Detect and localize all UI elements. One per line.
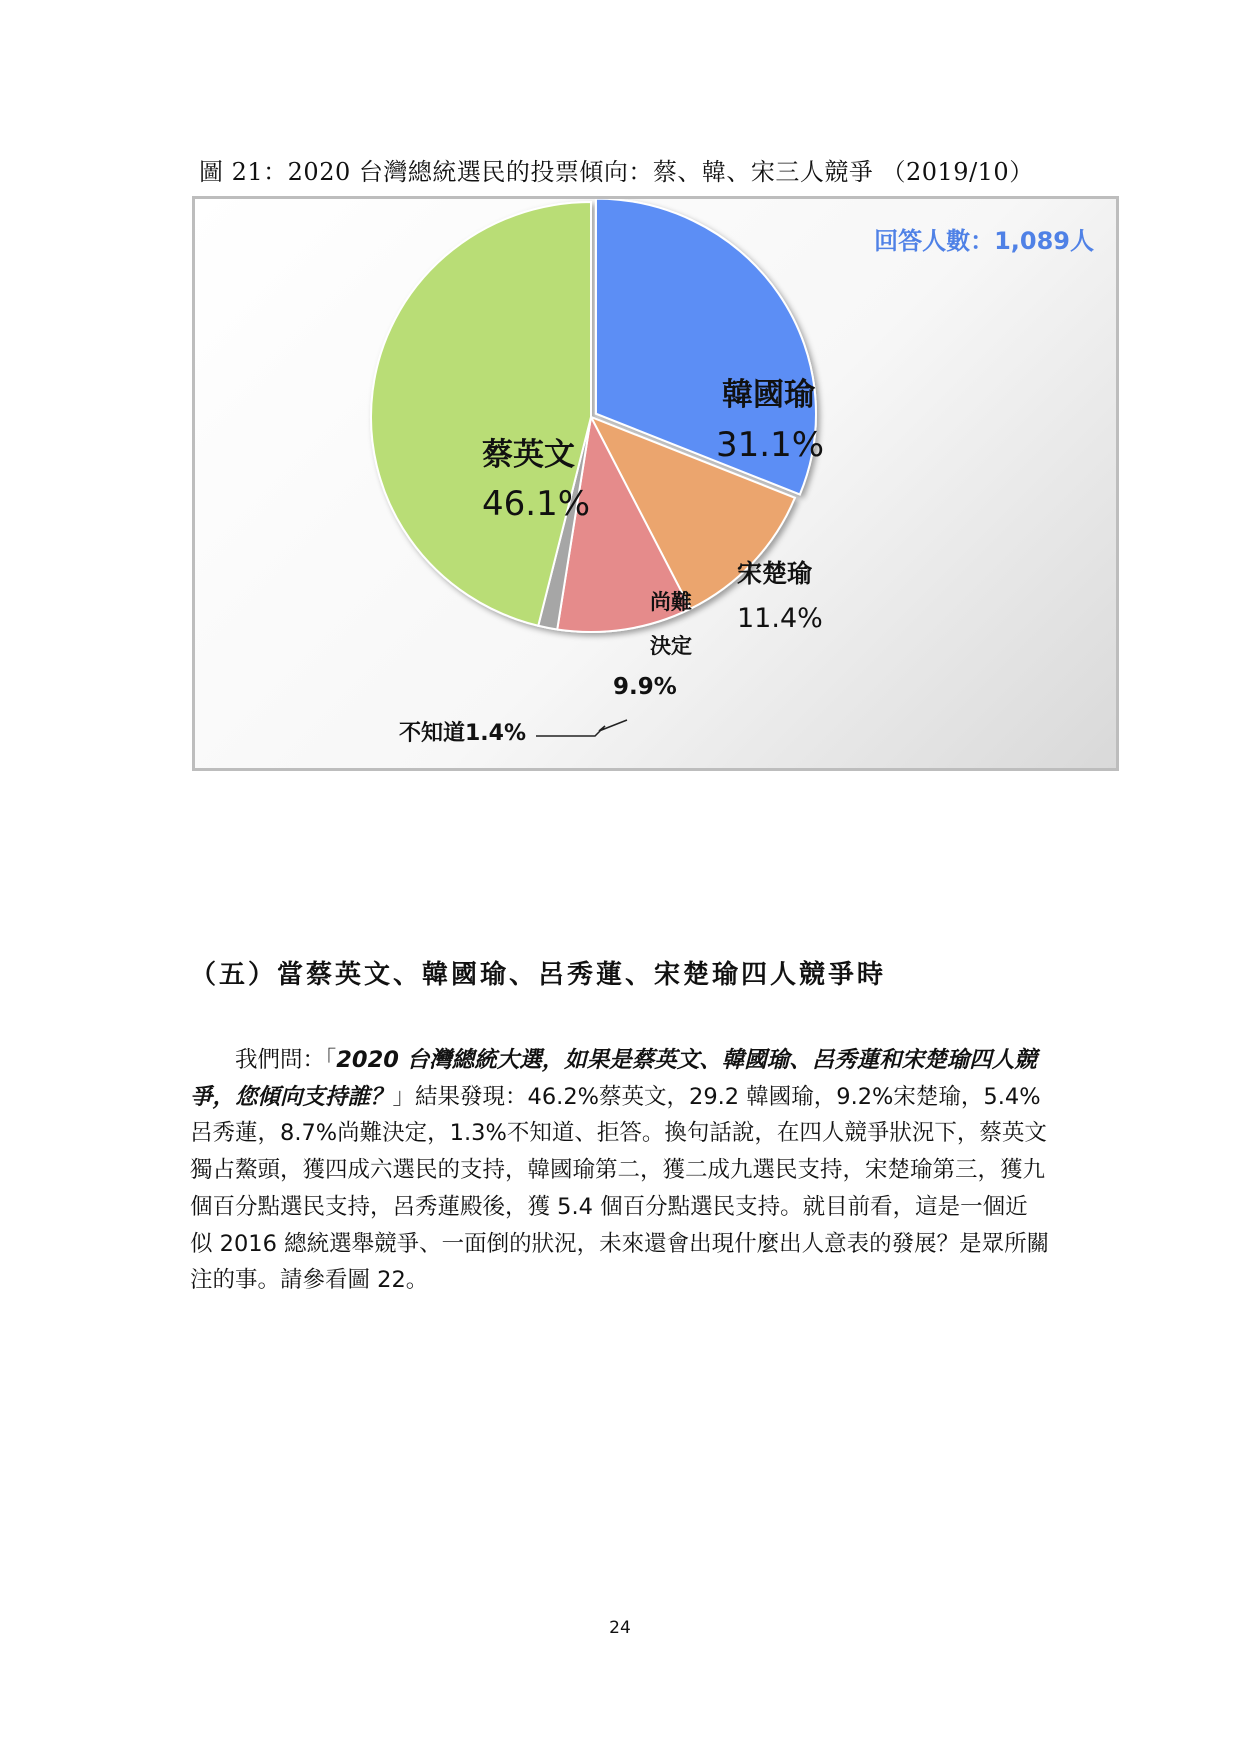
quote-close: 」 xyxy=(392,1083,416,1110)
quote-open: 我們問：「 xyxy=(235,1047,337,1073)
label-undecided-pct: 9.9% xyxy=(613,674,677,700)
label-soong-pct: 11.4% xyxy=(737,603,823,634)
page-number: 24 xyxy=(609,1618,631,1638)
pie-chart-frame xyxy=(192,196,1119,771)
label-undecided-line2: 決定 xyxy=(650,634,692,658)
label-han-name: 韓國瑜 xyxy=(722,377,815,413)
label-tsai-name: 蔡英文 xyxy=(482,437,575,473)
section-heading: （五）當蔡英文、韓國瑜、呂秀蓮、宋楚瑜四人競爭時 xyxy=(190,960,887,990)
survey-question: 2020 台灣總統大選，如果是蔡英文、韓國瑜、呂秀蓮和宋楚瑜四人競爭，您傾向支持誰？ xyxy=(190,1047,1037,1110)
leader-line xyxy=(536,720,627,736)
body-paragraph xyxy=(190,1042,1050,1299)
label-dontknow: 不知道1.4% xyxy=(399,721,527,746)
label-han-pct: 31.1% xyxy=(716,425,825,465)
figure-caption: 圖 21：2020 台灣總統選民的投票傾向：蔡、韓、宋三人競爭 （2019/10） xyxy=(199,158,1034,186)
label-soong-name: 宋楚瑜 xyxy=(737,559,813,588)
label-undecided-line1: 尚難 xyxy=(650,590,692,614)
label-tsai-pct: 46.1% xyxy=(482,484,591,524)
findings-text: 結果發現：46.2%蔡英文，29.2 韓國瑜，9.2%宋楚瑜，5.4%呂秀蓮，8.7%尚難決定，1.3%不知道、拒答。換句話說，在四人競爭狀況下，蔡英文獨占鰲頭，獲四成六選民的支持，韓國瑜第二，獲二成九選民支持，宋楚瑜第三，獲九個百分點選民支持，呂秀蓮殿後，獲 5.4 個百分點選民支持。就目前看，這是一個近似 2016 總統選舉競爭、一面倒的狀況，未來還會出現什麼出人意表的發展？是眾所關注的事。請參看圖 22。 xyxy=(190,1083,1050,1294)
respondents-count: 回答人數：1,089人 xyxy=(874,227,1094,255)
